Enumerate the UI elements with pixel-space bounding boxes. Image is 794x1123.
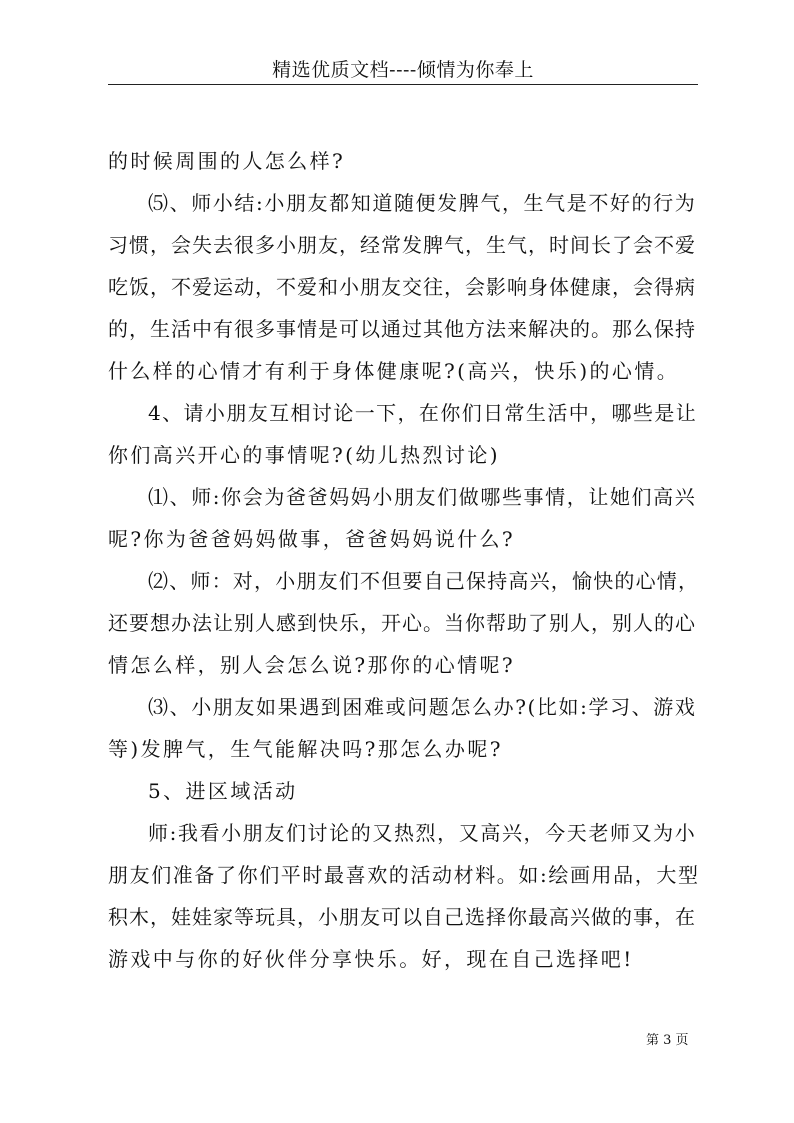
text-line: ⑸、师小结:小朋友都知道随便发脾气，生气是不好的行为	[148, 191, 697, 215]
text-line: 的，生活中有很多事情是可以通过其他方法来解决的。那么保持	[108, 317, 696, 341]
text-line: 等)发脾气，生气能解决吗?那怎么办呢?	[108, 737, 503, 761]
header-divider	[108, 84, 698, 85]
text-line: 的时候周围的人怎么样?	[108, 149, 346, 173]
text-line: 习惯，会失去很多小朋友，经常发脾气，生气，时间长了会不爱	[108, 233, 696, 257]
text-line: ⑶、小朋友如果遇到困难或问题怎么办?(比如:学习、游戏	[148, 695, 697, 719]
text-line: 积木，娃娃家等玩具，小朋友可以自己选择你最高兴做的事，在	[108, 905, 696, 929]
text-line: 什么样的心情才有利于身体健康呢?(高兴，快乐)的心情。	[108, 359, 680, 383]
text-line: 你们高兴开心的事情呢?(幼儿热烈讨论)	[108, 443, 500, 467]
text-line: 4、请小朋友互相讨论一下，在你们日常生活中，哪些是让	[148, 401, 698, 425]
text-line: ⑵、师：对，小朋友们不但要自己保持高兴，愉快的心情，	[148, 569, 700, 593]
text-line: 师:我看小朋友们讨论的又热烈，又高兴，今天老师又为小	[148, 821, 697, 845]
page-number: 第 3 页	[646, 1033, 689, 1048]
text-line: 情怎么样，别人会怎么说?那你的心情呢?	[108, 653, 516, 677]
page-header: 精选优质文档----倾情为你奉上	[272, 59, 534, 81]
text-line: 朋友们准备了你们平时最喜欢的活动材料。如:绘画用品，大型	[108, 863, 700, 887]
text-line: 吃饭，不爱运动，不爱和小朋友交往，会影响身体健康，会得病	[108, 275, 696, 299]
text-line: 还要想办法让别人感到快乐，开心。当你帮助了别人，别人的心	[108, 611, 696, 635]
text-line: 5、进区域活动	[148, 779, 298, 803]
text-line: ⑴、师:你会为爸爸妈妈小朋友们做哪些事情，让她们高兴	[148, 485, 697, 509]
text-line: 游戏中与你的好伙伴分享快乐。好，现在自己选择吧!	[108, 947, 634, 971]
text-line: 呢?你为爸爸妈妈做事，爸爸妈妈说什么?	[108, 527, 516, 551]
